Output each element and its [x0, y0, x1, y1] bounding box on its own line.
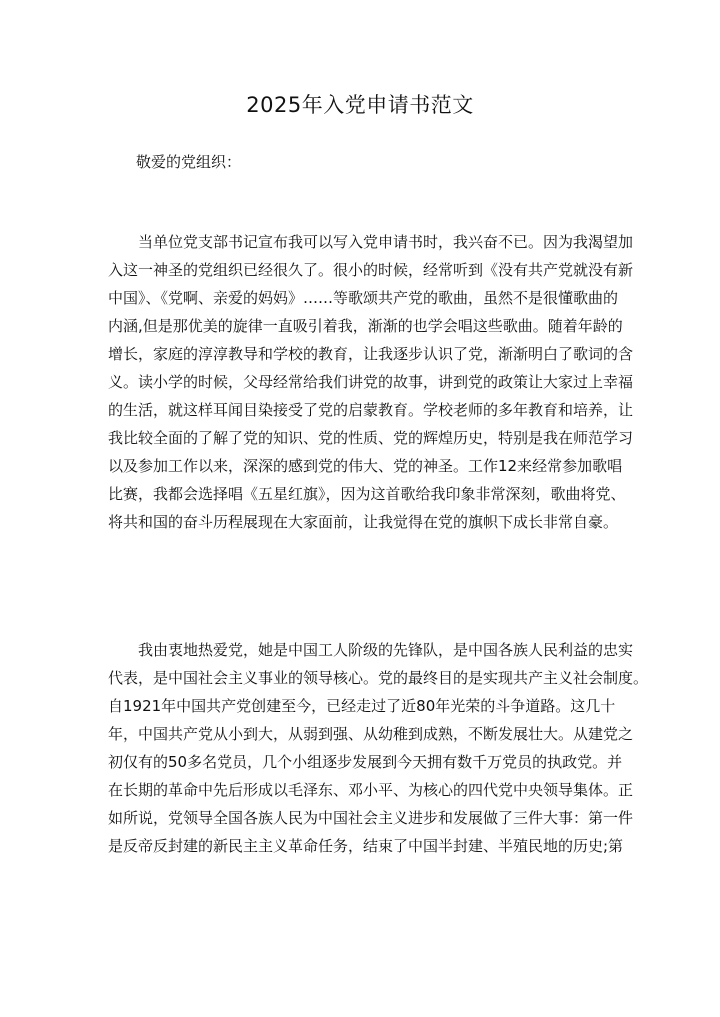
paragraph-line: 如所说，党领导全国各族人民为中国社会主义进步和发展做了三件大事：第一件	[108, 809, 634, 827]
paragraph-line: 以及参加工作以来，深深的感到党的伟大、党的神圣。工作12来经常参加歌唱	[108, 457, 623, 475]
paragraph-line: 中国》、《党啊、亲爱的妈妈》……等歌颂共产党的歌曲，虽然不是很懂歌曲的	[108, 289, 619, 307]
paragraph-line: 在长期的革命中先后形成以毛泽东、邓小平、为核心的四代党中央领导集体。正	[108, 781, 634, 799]
paragraph-line: 内涵,但是那优美的旋律一直吸引着我，渐渐的也学会唱这些歌曲。随着年龄的	[108, 317, 623, 335]
paragraph-line: 年，中国共产党从小到大，从弱到强、从幼稚到成熟，不断发展壮大。从建党之	[108, 725, 634, 743]
paragraph-1	[108, 228, 634, 536]
paragraph-line: 我由衷地热爱党，她是中国工人阶级的先锋队，是中国各族人民利益的忠实	[138, 641, 634, 659]
paragraph-line: 自1921年中国共产党创建至今，已经走过了近80年光荣的斗争道路。这几十	[108, 697, 616, 715]
paragraph-line: 比赛，我都会选择唱《五星红旗》，因为这首歌给我印象非常深刻，歌曲将党、	[108, 485, 626, 503]
salutation: 敬爱的党组织：	[136, 153, 242, 171]
paragraph-line: 我比较全面的了解了党的知识、党的性质、党的辉煌历史，特别是我在师范学习	[108, 429, 634, 447]
paragraph-line: 的生活，就这样耳闻目染接受了党的启蒙教育。学校老师的多年教育和培养，让	[108, 401, 634, 419]
paragraph-line: 义。读小学的时候，父母经常给我们讲党的故事，讲到党的政策让大家过上幸福	[108, 373, 634, 391]
paragraph-line: 代表，是中国社会主义事业的领导核心。党的最终目的是实现共产主义社会制度。	[108, 669, 649, 687]
paragraph-line: 入这一神圣的党组织已经很久了。很小的时候，经常听到《没有共产党就没有新	[108, 261, 634, 279]
paragraph-line: 当单位党支部书记宣布我可以写入党申请书时，我兴奋不已。因为我渴望加	[138, 233, 634, 251]
paragraph-line: 是反帝反封建的新民主主义革命任务，结束了中国半封建、半殖民地的历史;第	[108, 837, 624, 855]
page-title: 2025年入党申请书范文	[246, 93, 474, 117]
paragraph-line: 将共和国的奋斗历程展现在大家面前，让我觉得在党的旗帜下成长非常自豪。	[108, 513, 619, 531]
paragraph-2	[108, 636, 649, 860]
paragraph-line: 初仅有的50多名党员，几个小组逐步发展到今天拥有数千万党员的执政党。并	[108, 753, 623, 771]
paragraph-line: 增长，家庭的淳淳教导和学校的教育，让我逐步认识了党，渐渐明白了歌词的含	[108, 345, 634, 363]
